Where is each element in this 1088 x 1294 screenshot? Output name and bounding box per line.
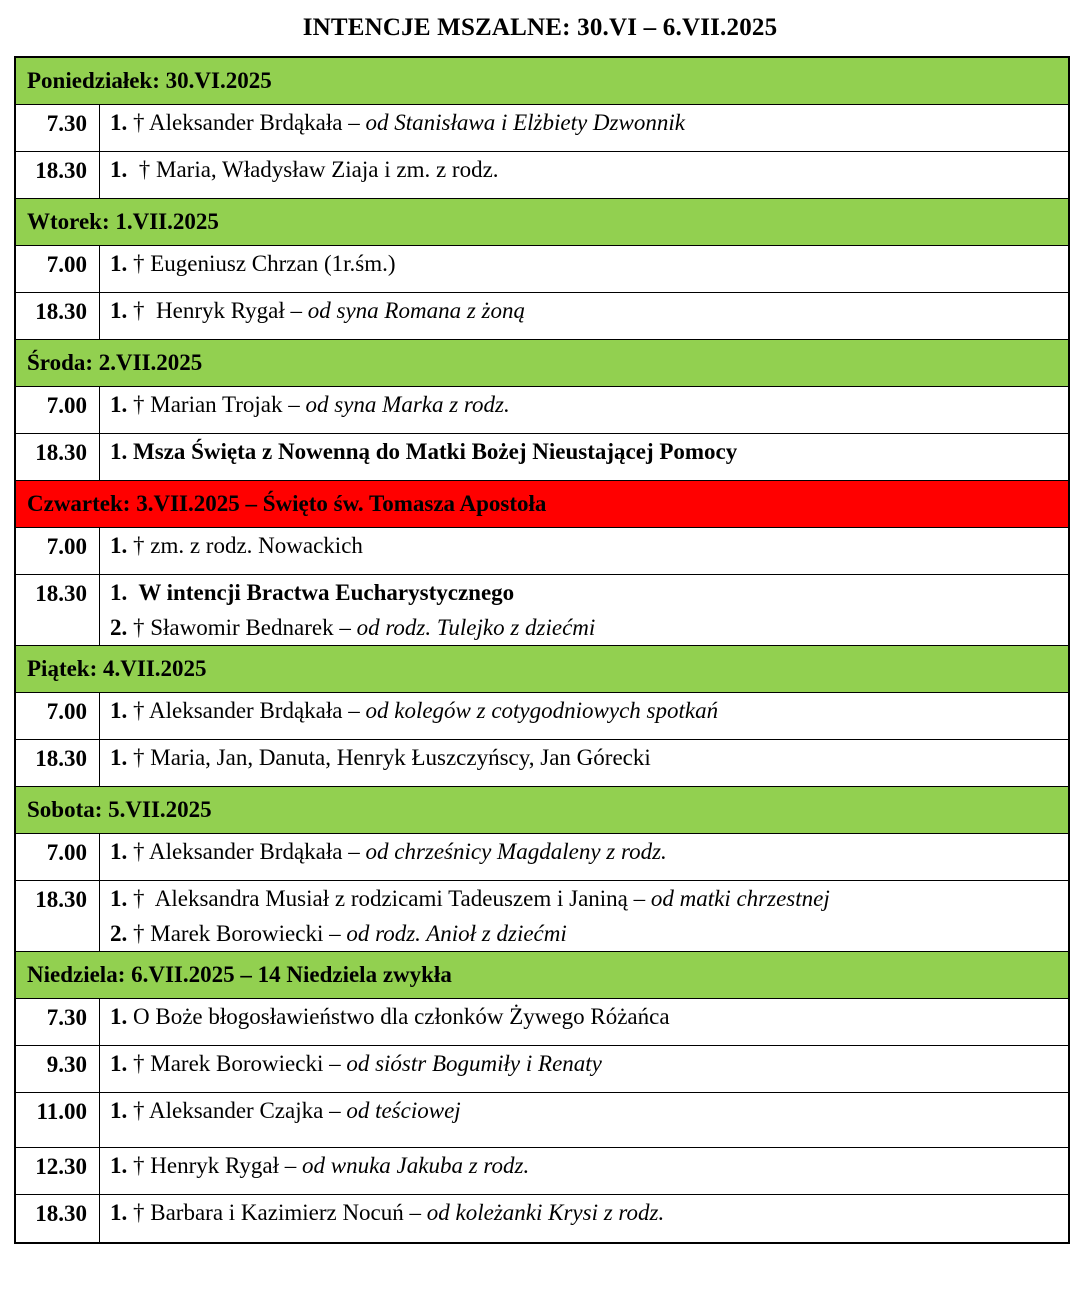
- mass-time: 18.30: [16, 1195, 100, 1242]
- mass-time: 18.30: [16, 575, 100, 645]
- mass-row: [16, 152, 1068, 199]
- mass-row: [16, 1093, 1068, 1148]
- mass-time: 12.30: [16, 1148, 100, 1194]
- mass-time: 11.00: [16, 1093, 100, 1147]
- intention-number: 1.: [110, 110, 128, 135]
- intention-list: [100, 246, 1068, 292]
- intention-list: [100, 387, 1068, 433]
- intention-line: [110, 1201, 1068, 1236]
- intention-offering-note: – od Stanisława i Elżbiety Dzwonnik: [342, 110, 685, 135]
- intention-number: 1.: [110, 1153, 128, 1178]
- intention-list: [100, 834, 1068, 880]
- intention-text: † Aleksander Czajka: [127, 1098, 324, 1123]
- intention-line: [110, 111, 1068, 146]
- intention-number: 1.: [110, 1098, 128, 1123]
- mass-row: [16, 293, 1068, 340]
- intention-number: 2.: [110, 615, 128, 640]
- intention-list: [100, 528, 1068, 574]
- intention-list: [100, 434, 1068, 480]
- intention-line: [110, 581, 1068, 616]
- day-header: Sobota: 5.VII.2025: [16, 787, 1068, 834]
- intention-line: [110, 158, 1068, 193]
- intention-number: 1.: [110, 580, 128, 605]
- intention-line: [110, 746, 1068, 781]
- mass-time: 18.30: [16, 434, 100, 480]
- mass-row: [16, 105, 1068, 152]
- intention-number: 1.: [110, 298, 128, 323]
- intention-text: † Maria, Jan, Danuta, Henryk Łuszczyńscy, Jan Górecki: [127, 745, 651, 770]
- intention-line: [110, 840, 1068, 875]
- mass-time: 7.00: [16, 387, 100, 433]
- mass-row: [16, 740, 1068, 787]
- mass-row: [16, 246, 1068, 293]
- mass-row: [16, 834, 1068, 881]
- intention-text: † Marek Borowiecki: [127, 921, 324, 946]
- intention-offering-note: – od kolegów z cotygodniowych spotkań: [342, 698, 719, 723]
- day-header: Środa: 2.VII.2025: [16, 340, 1068, 387]
- intention-text: † Maria, Władysław Ziaja i zm. z rodz.: [127, 157, 499, 182]
- intention-line: [110, 616, 1068, 651]
- intention-list: [100, 1148, 1068, 1194]
- intention-number: 2.: [110, 921, 128, 946]
- intention-text: † Marek Borowiecki: [127, 1051, 324, 1076]
- mass-time: 7.30: [16, 999, 100, 1045]
- intention-line: [110, 440, 1068, 475]
- intention-line: [110, 299, 1068, 334]
- intention-number: 1.: [110, 1004, 128, 1029]
- intention-line: [110, 1099, 1068, 1134]
- intention-line: [110, 252, 1068, 287]
- mass-row: [16, 1195, 1068, 1242]
- day-header: Czwartek: 3.VII.2025 – Święto św. Tomasza Apostoła: [16, 481, 1068, 528]
- intention-text: † Aleksander Brdąkała: [127, 839, 343, 864]
- mass-row: [16, 881, 1068, 952]
- intention-number: 1.: [110, 1200, 128, 1225]
- mass-row: [16, 1148, 1068, 1195]
- intention-number: 1.: [110, 698, 128, 723]
- intention-number: 1.: [110, 392, 128, 417]
- mass-row: [16, 387, 1068, 434]
- mass-time: 18.30: [16, 293, 100, 339]
- mass-time: 7.30: [16, 105, 100, 151]
- page-title: INTENCJE MSZALNE: 30.VI – 6.VII.2025: [302, 14, 778, 41]
- intention-offering-note: – od teściowej: [323, 1098, 461, 1123]
- intention-line: [110, 393, 1068, 428]
- intention-text: Msza Święta z Nowenną do Matki Bożej Nieustającej Pomocy: [127, 439, 738, 464]
- intention-offering-note: – od chrześnicy Magdaleny z rodz.: [342, 839, 667, 864]
- intention-list: [100, 152, 1068, 198]
- intention-text: † Henryk Rygał: [127, 298, 285, 323]
- mass-time: 7.00: [16, 246, 100, 292]
- intention-list: [100, 693, 1068, 739]
- mass-row: [16, 434, 1068, 481]
- intention-offering-note: – od rodz. Anioł z dziećmi: [323, 921, 567, 946]
- mass-time: 18.30: [16, 881, 100, 951]
- intention-list: [100, 105, 1068, 151]
- intention-text: † Sławomir Bednarek: [127, 615, 334, 640]
- day-header: Piątek: 4.VII.2025: [16, 646, 1068, 693]
- intention-line: [110, 699, 1068, 734]
- intention-offering-note: – od syna Marka z rodz.: [282, 392, 510, 417]
- mass-row: [16, 693, 1068, 740]
- intention-number: 1.: [110, 886, 128, 911]
- mass-schedule-table: [14, 56, 1070, 1244]
- intention-list: [100, 881, 1068, 951]
- intention-line: [110, 922, 1068, 957]
- intention-number: 1.: [110, 745, 128, 770]
- mass-time: 7.00: [16, 834, 100, 880]
- intention-line: [110, 1005, 1068, 1040]
- mass-time: 18.30: [16, 152, 100, 198]
- mass-time: 7.00: [16, 528, 100, 574]
- intention-list: [100, 293, 1068, 339]
- intention-text: W intencji Bractwa Eucharystycznego: [127, 580, 515, 605]
- intention-text: O Boże błogosławieństwo dla członków Żywego Różańca: [127, 1004, 670, 1029]
- intention-line: [110, 1154, 1068, 1189]
- intention-list: [100, 1195, 1068, 1242]
- intention-number: 1.: [110, 1051, 128, 1076]
- intention-number: 1.: [110, 157, 128, 182]
- intention-text: † Aleksandra Musiał z rodzicami Tadeuszem i Janiną: [127, 886, 628, 911]
- day-header: Poniedziałek: 30.VI.2025: [16, 58, 1068, 105]
- intention-number: 1.: [110, 533, 128, 558]
- day-header: Wtorek: 1.VII.2025: [16, 199, 1068, 246]
- mass-row: [16, 528, 1068, 575]
- mass-time: 18.30: [16, 740, 100, 786]
- intention-text: † Aleksander Brdąkała: [127, 110, 343, 135]
- intention-number: 1.: [110, 839, 128, 864]
- intention-list: [100, 740, 1068, 786]
- intention-line: [110, 1052, 1068, 1087]
- intention-list: [100, 575, 1068, 645]
- intention-offering-note: – od matki chrzestnej: [627, 886, 830, 911]
- intention-list: [100, 1093, 1068, 1147]
- intention-offering-note: – od syna Romana z żoną: [284, 298, 525, 323]
- intention-offering-note: – od koleżanki Krysi z rodz.: [403, 1200, 665, 1225]
- intention-number: 1.: [110, 251, 128, 276]
- intention-list: [100, 1046, 1068, 1092]
- mass-time: 7.00: [16, 693, 100, 739]
- intention-text: † Eugeniusz Chrzan (1r.śm.): [127, 251, 396, 276]
- intention-line: [110, 887, 1068, 922]
- intention-number: 1.: [110, 439, 128, 464]
- intention-offering-note: – od sióstr Bogumiły i Renaty: [323, 1051, 602, 1076]
- mass-row: [16, 1046, 1068, 1093]
- mass-row: [16, 575, 1068, 646]
- intention-list: [100, 999, 1068, 1045]
- intention-offering-note: – od rodz. Tulejko z dziećmi: [333, 615, 596, 640]
- intention-text: † Henryk Rygał: [127, 1153, 279, 1178]
- intention-text: † zm. z rodz. Nowackich: [127, 533, 363, 558]
- mass-time: 9.30: [16, 1046, 100, 1092]
- intention-text: † Barbara i Kazimierz Nocuń: [127, 1200, 404, 1225]
- intention-text: † Marian Trojak: [127, 392, 283, 417]
- intention-text: † Aleksander Brdąkała: [127, 698, 343, 723]
- mass-row: [16, 999, 1068, 1046]
- day-header: Niedziela: 6.VII.2025 – 14 Niedziela zwykła: [16, 952, 1068, 999]
- intention-line: [110, 534, 1068, 569]
- intention-offering-note: – od wnuka Jakuba z rodz.: [279, 1153, 530, 1178]
